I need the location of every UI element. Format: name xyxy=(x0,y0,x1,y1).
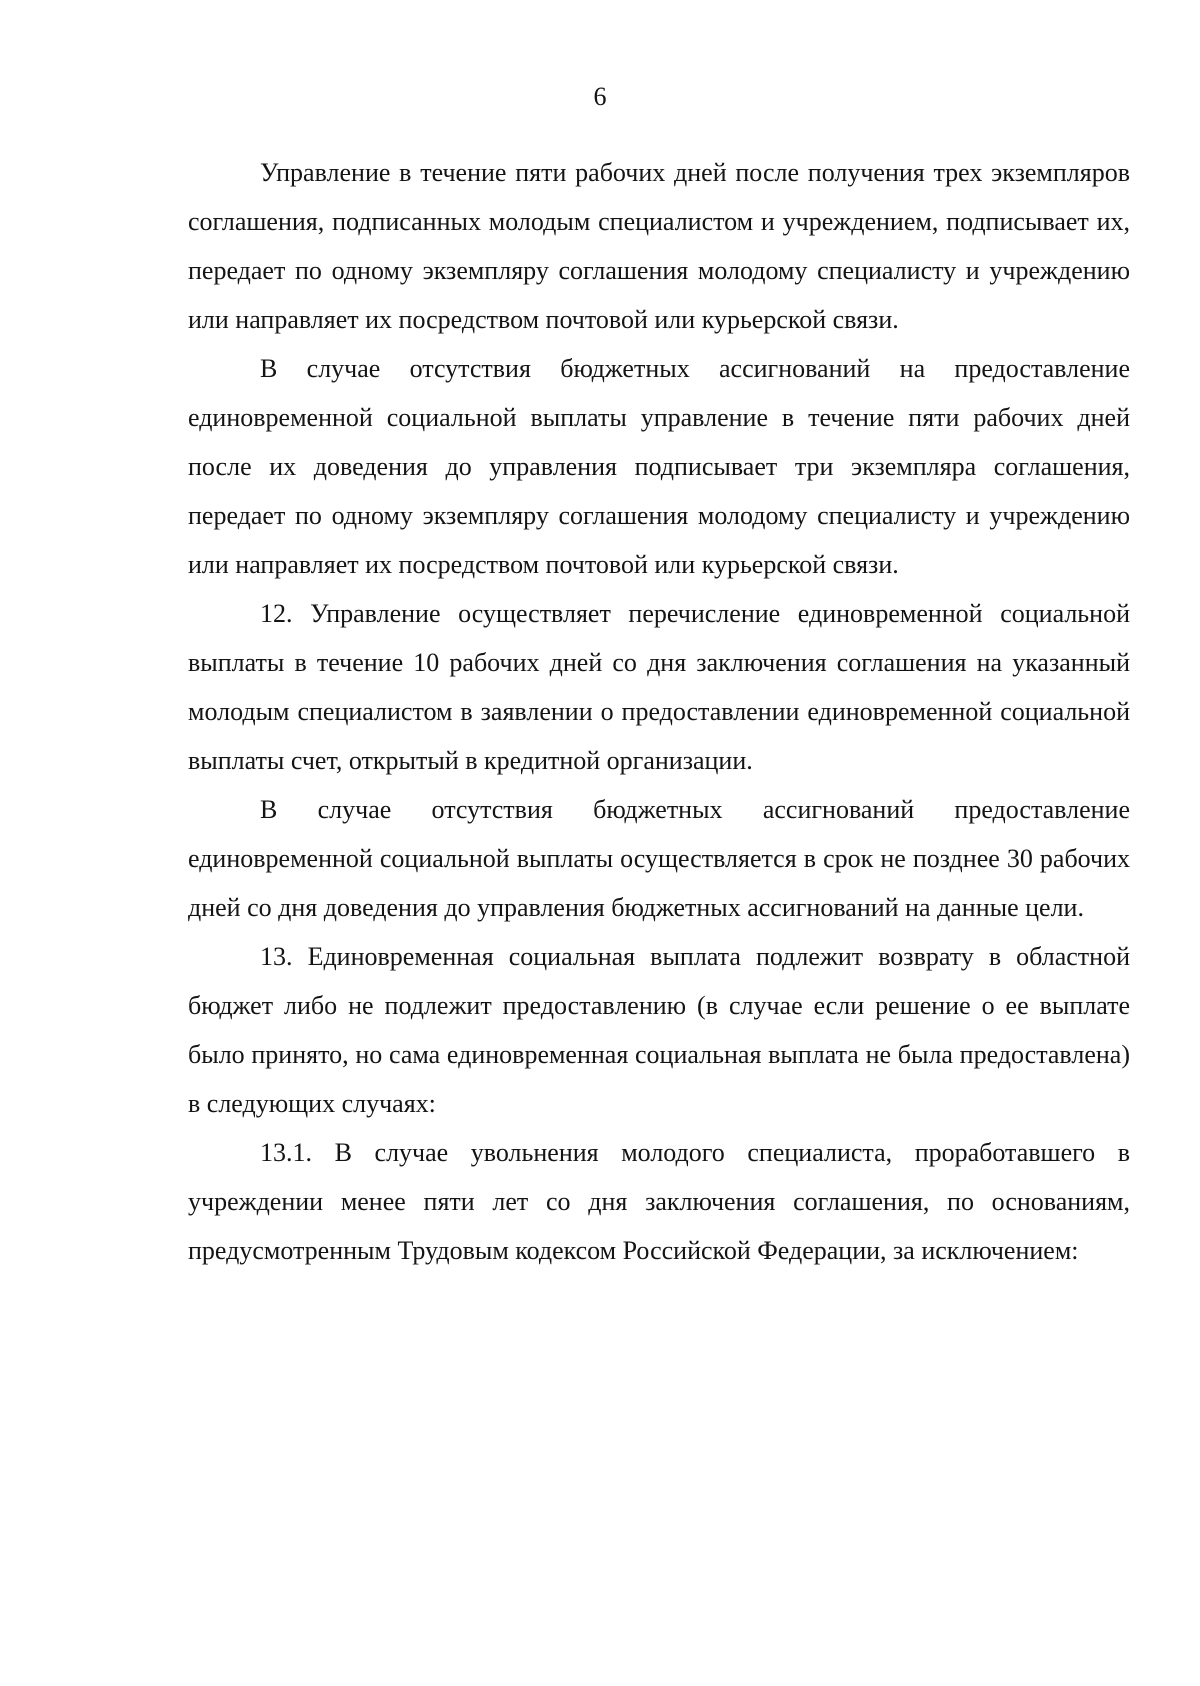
paragraph-no-budget-payment: В случае отсутствия бюджетных ассигнований предоставление единовременной социальной выплаты осуществляется в срок не позднее 30 рабочих дней со дня доведения до управления бюджетных ассигнований на данные цели. xyxy=(188,795,1130,922)
paragraph-agreement-signing: Управление в течение пяти рабочих дней после получения трех экземпляров соглашения, подписанных молодым специалистом и учреждением, подписывает их, передает по одному экземпляру соглашения молодому специалисту и учреждению или направляет их посредством почтовой или курьерской связи. xyxy=(188,158,1130,334)
paragraph-item-13-1-dismissal: 13.1. В случае увольнения молодого специалиста, проработавшего в учреждении менее пяти лет со дня заключения соглашения, по основаниям, предусмотренным Трудовым кодексом Российской Федерации, за исключением: xyxy=(188,1138,1130,1265)
paragraph-no-budget-signing: В случае отсутствия бюджетных ассигнований на предоставление единовременной социальной выплаты управление в течение пяти рабочих дней после их доведения до управления подписывает три экземпляра соглашения, передает по одному экземпляру соглашения молодому специалисту и учреждению или направляет их посредством почтовой или курьерской связи. xyxy=(188,354,1130,579)
page-number: 6 xyxy=(593,82,607,111)
paragraph-item-12-transfer: 12. Управление осуществляет перечисление единовременной социальной выплаты в течение 10 рабочих дней со дня заключения соглашения на указанный молодым специалистом в заявлении о предоставлении единовременной социальной выплаты счет, открытый в кредитной организации. xyxy=(188,599,1130,775)
paragraph-item-13-return: 13. Единовременная социальная выплата подлежит возврату в областной бюджет либо не подлежит предоставлению (в случае если решение о ее выплате было принято, но сама единовременная социальная выплата не была предоставлена) в следующих случаях: xyxy=(188,942,1130,1118)
document-body xyxy=(188,148,1130,1275)
